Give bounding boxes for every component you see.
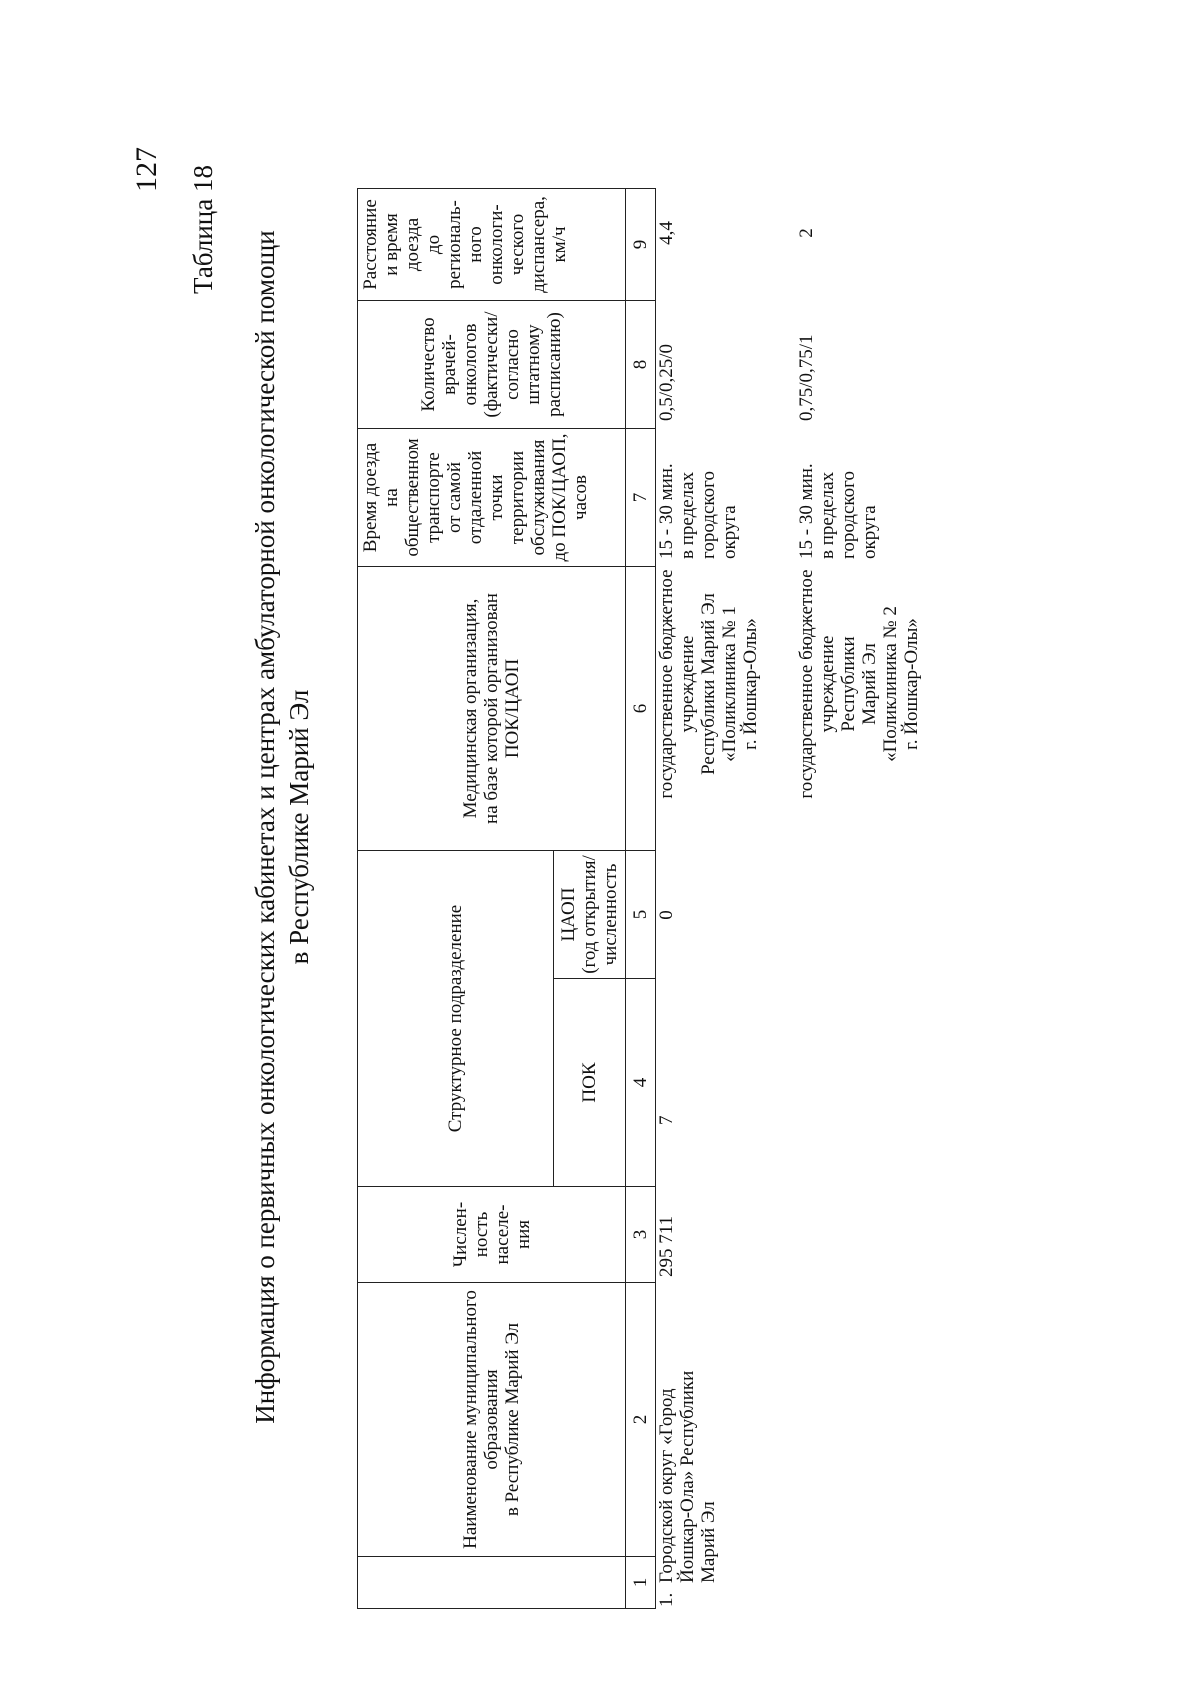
column-number: 5 [626, 851, 656, 979]
header-municipality: Наименование муниципального образования в Республике Марий Эл [358, 1283, 626, 1557]
header-caop: ЦАОП (год открытия/ численность [554, 851, 626, 979]
header-distance: Расстояние и время доезда до региональ- ного онкологи- ческого диспансера, км/ч [358, 189, 626, 301]
header-col-1 [358, 1557, 626, 1609]
document-title [248, 197, 316, 1457]
column-number: 9 [626, 189, 656, 301]
header-pok: ПОК [554, 979, 626, 1187]
header-population: Числен- ность населе- ния [358, 1187, 626, 1283]
title-line-1: Информация о первичных онкологических кабинетах и центрах амбулаторной онкологической помощи [250, 230, 280, 1424]
population-value: 295 711 [656, 1215, 677, 1277]
column-number: 1 [626, 1557, 656, 1609]
caop-value: 0 [656, 910, 677, 920]
table-label: Таблица 18 [188, 165, 218, 294]
travel-time-value: 15 - 30 мин. в пределах городского округа [656, 463, 740, 559]
column-number: 4 [626, 979, 656, 1187]
travel-time-value: 15 - 30 мин. в пределах городского округа [796, 463, 880, 559]
title-line-2: в Республике Марий Эл [284, 689, 314, 965]
column-number: 6 [626, 567, 656, 851]
column-number: 3 [626, 1187, 656, 1283]
column-number: 8 [626, 301, 656, 429]
header-row-1 [358, 189, 554, 1609]
distance-value: 4,4 [656, 221, 677, 245]
pok-value: 7 [656, 1115, 677, 1125]
oncologists-value: 0,5/0,25/0 [656, 343, 677, 421]
header-travel-time: Время доезда на общественном транспорте от самой отдаленной точки территории обслуживания до ПОК/ЦАОП, часов [358, 429, 626, 567]
page-number: 127 [130, 147, 163, 192]
header-structural-unit: Структурное подразделение [358, 851, 554, 1187]
distance-value: 2 [796, 228, 817, 238]
column-number: 7 [626, 429, 656, 567]
oncology-table [357, 188, 656, 1609]
municipality-name: Городской округ «Город Йошкар-Ола» Республики Марий Эл [656, 1370, 719, 1583]
header-medical-organization: Медицинская организация, на базе которой организован ПОК/ЦАОП [358, 567, 626, 851]
row-number: 1. [656, 1592, 677, 1607]
oncologists-value: 0,75/0,75/1 [796, 334, 817, 421]
organization-value: государственное бюджетное учреждение Республики Марий Эл «Поликлиника № 2 г. Йошкар-Олы» [796, 569, 922, 799]
column-number-row [626, 189, 656, 1609]
organization-value: государственное бюджетное учреждение Республики Марий Эл «Поликлиника № 1 г. Йошкар-Олы» [656, 569, 761, 799]
column-number: 2 [626, 1283, 656, 1557]
header-oncologists: Количество врачей- онкологов (фактически/ согласно штатному расписанию) [358, 301, 626, 429]
